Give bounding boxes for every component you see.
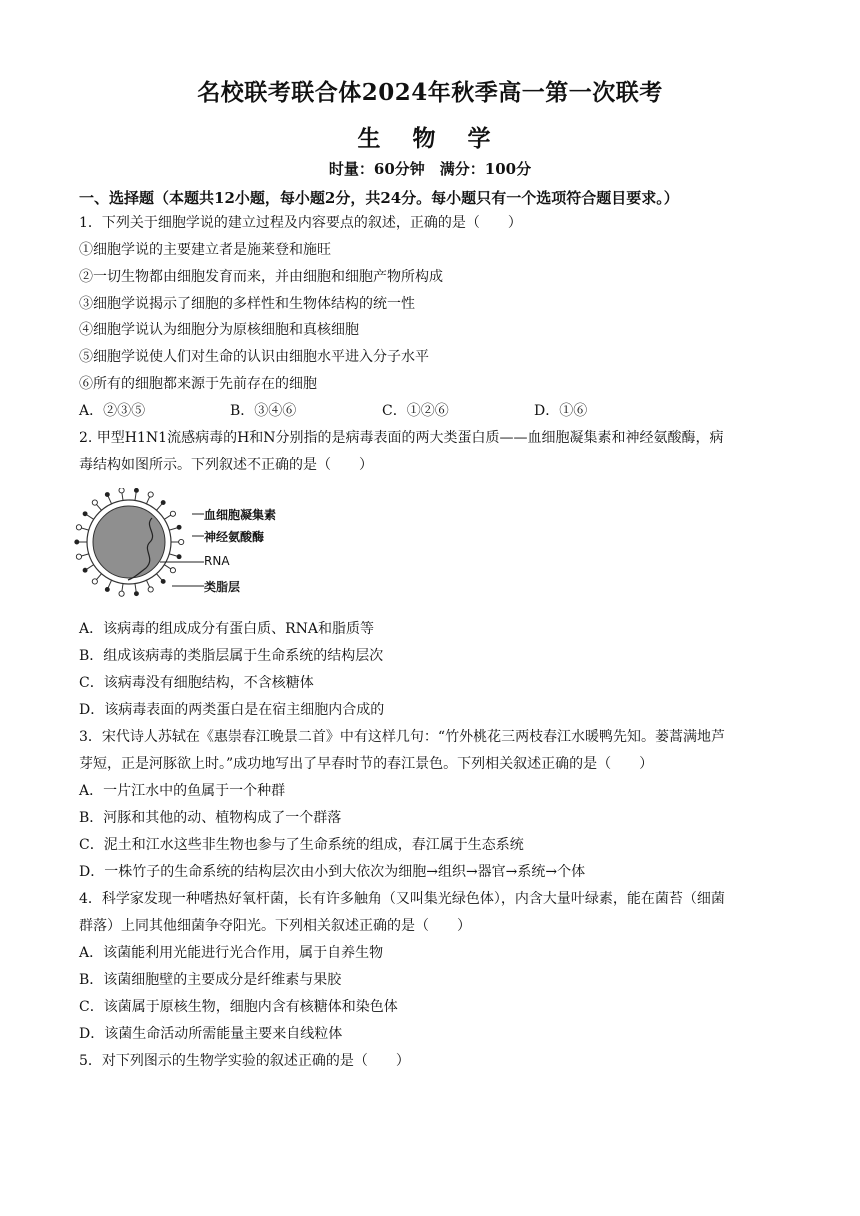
question-1-item: ③细胞学说揭示了细胞的多样性和生物体结构的统一性 bbox=[79, 296, 415, 312]
virus-spike-stalk bbox=[108, 580, 111, 587]
neuraminidase-spike bbox=[134, 592, 138, 596]
question-1-item: ⑥所有的细胞都来源于先前存在的细胞 bbox=[79, 376, 317, 392]
question-2-stem-line1: 2. 甲型H1N1流感病毒的H和N分别指的是病毒表面的两大类蛋白质——血细胞凝集素和神经氨酸酶，病 bbox=[79, 430, 724, 446]
neuraminidase-spike bbox=[105, 493, 109, 497]
neuraminidase-spike bbox=[134, 488, 138, 492]
question-3-option-a: A．一片江水中的鱼属于一个种群 bbox=[79, 783, 286, 799]
virus-spike-stalk bbox=[164, 565, 171, 569]
exam-title: 名校联考联合体2024年秋季高一第一次联考 bbox=[197, 79, 663, 106]
question-1-item: ②一切生物都由细胞发育而来，并由细胞和细胞产物所构成 bbox=[79, 269, 443, 285]
question-4-stem-line1: 4．科学家发现一种嗜热好氧杆菌，长有许多触角（又叫集光绿色体），内含大量叶绿素，能在菌苔（细菌 bbox=[79, 891, 725, 907]
virus-spike-stalk bbox=[157, 504, 162, 510]
virus-spike-stalk bbox=[146, 580, 149, 587]
label-lipid-layer: 类脂层 bbox=[204, 580, 241, 594]
hemagglutinin-spike bbox=[148, 492, 153, 497]
virus-spike-stalk bbox=[87, 515, 94, 519]
question-3-option-c: C．泥土和江水这些非生物也参与了生命系统的组成，春江属于生态系统 bbox=[79, 837, 524, 853]
neuraminidase-spike bbox=[161, 501, 165, 505]
virus-spike-stalk bbox=[146, 497, 149, 504]
question-5-stem: 5．对下列图示的生物学实验的叙述正确的是（ ） bbox=[79, 1053, 410, 1069]
question-3-option-d: D．一株竹子的生命系统的结构层次由小到大依次为细胞→组织→器官→系统→个体 bbox=[79, 864, 586, 880]
virus-spike-stalk bbox=[169, 528, 177, 530]
question-1-item: ④细胞学说认为细胞分为原核细胞和真核细胞 bbox=[79, 322, 359, 338]
question-1-option-a: A．②③⑤ bbox=[79, 403, 146, 419]
question-2-option-c: C．该病毒没有细胞结构，不含核糖体 bbox=[79, 675, 314, 691]
hemagglutinin-spike bbox=[92, 500, 97, 505]
neuraminidase-spike bbox=[177, 555, 181, 559]
hemagglutinin-spike bbox=[76, 554, 81, 559]
neuraminidase-spike bbox=[105, 587, 109, 591]
question-3-stem-line2: 芽短，正是河豚欲上时。”成功地写出了早春时节的春江景色。下列相关叙述正确的是（ ） bbox=[79, 756, 654, 772]
question-2-option-d: D．该病毒表面的两类蛋白是在宿主细胞内合成的 bbox=[79, 702, 385, 718]
question-1-item: ①细胞学说的主要建立者是施莱登和施旺 bbox=[79, 242, 331, 258]
question-2-option-b: B．组成该病毒的类脂层属于生命系统的结构层次 bbox=[79, 648, 384, 664]
hemagglutinin-spike bbox=[179, 539, 184, 544]
question-4-option-d: D．该菌生命活动所需能量主要来自线粒体 bbox=[79, 1026, 343, 1042]
subject-title: 生 物 学 bbox=[357, 125, 503, 152]
question-1-option-d: D．①⑥ bbox=[534, 403, 588, 419]
virus-spike-stalk bbox=[108, 497, 111, 504]
question-4-option-c: C．该菌属于原核生物，细胞内含有核糖体和染色体 bbox=[79, 999, 398, 1015]
hemagglutinin-spike bbox=[92, 579, 97, 584]
hemagglutinin-spike bbox=[76, 525, 81, 530]
virus-spike-stalk bbox=[96, 504, 101, 510]
question-1-option-c: C．①②⑥ bbox=[382, 403, 449, 419]
virus-spike-stalk bbox=[157, 574, 162, 580]
virus-spike-stalk bbox=[87, 565, 94, 569]
virus-spike-stalk bbox=[81, 554, 89, 556]
neuraminidase-spike bbox=[75, 540, 79, 544]
question-2-option-a: A．该病毒的组成成分有蛋白质、RNA和脂质等 bbox=[79, 621, 375, 637]
virus-spike-stalk bbox=[96, 574, 101, 580]
virus-spike-stalk bbox=[122, 584, 123, 592]
virus-diagram bbox=[72, 488, 302, 600]
hemagglutinin-spike bbox=[119, 488, 124, 493]
hemagglutinin-spike bbox=[148, 587, 153, 592]
label-neuraminidase: 神经氨酸酶 bbox=[204, 530, 265, 544]
label-hemagglutinin: 血细胞凝集素 bbox=[204, 508, 277, 522]
neuraminidase-spike bbox=[83, 568, 87, 572]
virus-spike-stalk bbox=[169, 554, 177, 556]
question-4-option-b: B．该菌细胞壁的主要成分是纤维素与果胶 bbox=[79, 972, 342, 988]
neuraminidase-spike bbox=[161, 579, 165, 583]
question-2-stem-line2: 毒结构如图所示。下列叙述不正确的是（ ） bbox=[79, 457, 373, 473]
hemagglutinin-spike bbox=[119, 591, 124, 596]
neuraminidase-spike bbox=[83, 512, 87, 516]
hemagglutinin-spike bbox=[170, 511, 175, 516]
virus-spike-stalk bbox=[135, 584, 136, 592]
question-1-option-b: B．③④⑥ bbox=[230, 403, 297, 419]
question-3-option-b: B．河豚和其他的动、植物构成了一个群落 bbox=[79, 810, 342, 826]
question-1-item: ⑤细胞学说使人们对生命的认识由细胞水平进入分子水平 bbox=[79, 349, 429, 365]
neuraminidase-spike bbox=[177, 525, 181, 529]
section-heading: 一、选择题（本题共12小题，每小题2分，共24分。每小题只有一个选项符合题目要求。） bbox=[79, 189, 679, 207]
virus-spike-stalk bbox=[164, 515, 171, 519]
question-4-option-a: A．该菌能利用光能进行光合作用，属于自养生物 bbox=[79, 945, 384, 961]
exam-timing: 时量：60分钟 满分：100分 bbox=[328, 160, 532, 178]
question-1-stem: 1．下列关于细胞学说的建立过程及内容要点的叙述，正确的是（ ） bbox=[79, 215, 522, 231]
virus-spike-stalk bbox=[135, 493, 136, 501]
virus-spike-stalk bbox=[122, 493, 123, 501]
virus-spike-stalk bbox=[81, 528, 89, 530]
virus-structure-figure bbox=[72, 488, 302, 600]
question-3-stem-line1: 3．宋代诗人苏轼在《惠崇春江晚景二首》中有这样几句：“竹外桃花三两枝春江水暖鸭先知。蒌蒿满地芦 bbox=[79, 729, 726, 745]
hemagglutinin-spike bbox=[170, 568, 175, 573]
label-rna: RNA bbox=[204, 554, 230, 568]
question-4-stem-line2: 群落）上同其他细菌争夺阳光。下列相关叙述正确的是（ ） bbox=[79, 918, 471, 934]
